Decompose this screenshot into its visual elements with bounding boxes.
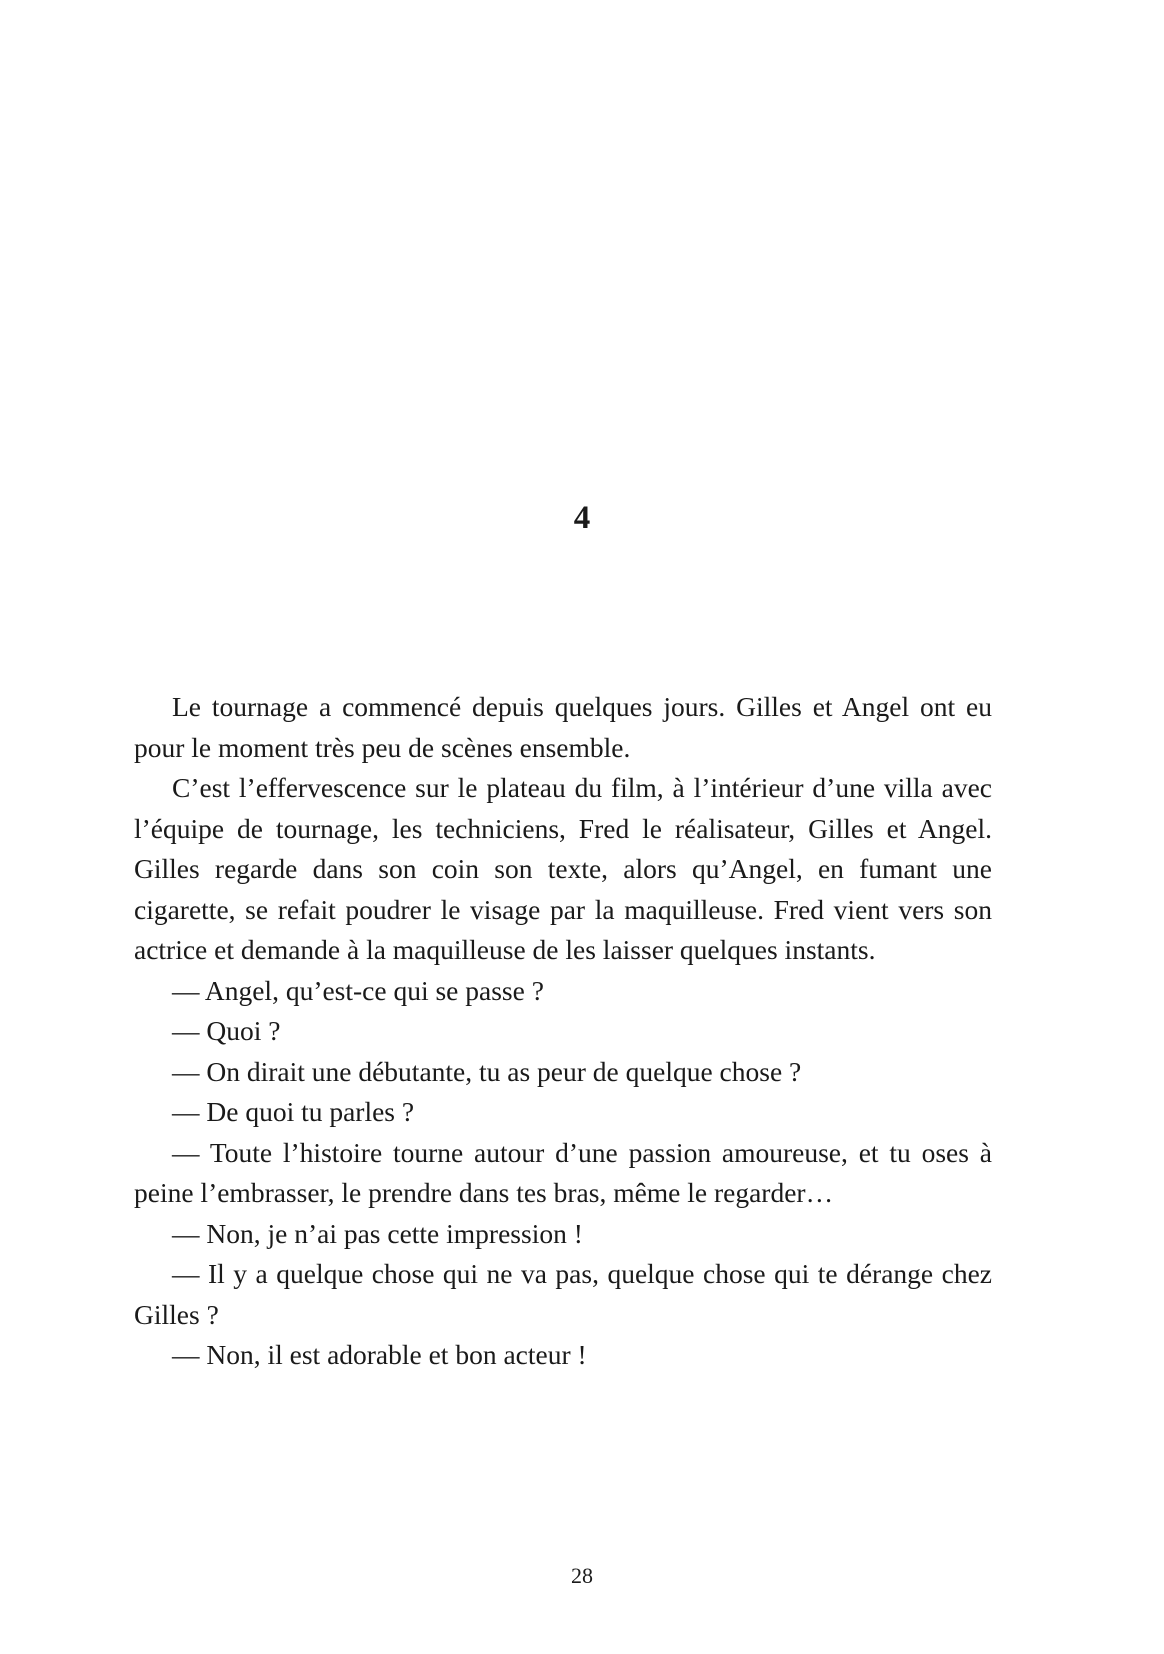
dialogue-line: — Quoi ?: [172, 1015, 281, 1046]
dialogue-line: — On dirait une débutante, tu as peur de quelque chose ?: [172, 1055, 802, 1087]
dialogue-line: — Il y a quelque chose qui ne va pas, quelque chose qui te dérange chez Gilles ?: [134, 1258, 992, 1330]
page-number: 28: [571, 1563, 593, 1588]
dialogue-line: — Toute l’histoire tourne autour d’une passion amoureuse, et tu oses à peine l’embrasser, le prendre dans tes bras, même le regarder…: [134, 1136, 992, 1208]
chapter-body: [134, 687, 992, 1376]
paragraph: Le tournage a commencé depuis quelques jours. Gilles et Angel ont eu pour le moment très peu de scènes ensemble.: [134, 691, 992, 763]
dialogue-line: — Non, il est adorable et bon acteur !: [172, 1339, 587, 1370]
chapter-number: 4: [573, 500, 591, 536]
dialogue-line: — Angel, qu’est-ce qui se passe ?: [172, 974, 544, 1006]
dialogue-line: — De quoi tu parles ?: [172, 1096, 415, 1127]
dialogue-line: — Non, je n’ai pas cette impression !: [172, 1217, 583, 1249]
paragraph: C’est l’effervescence sur le plateau du film, à l’intérieur d’une villa avec l’équipe de tournage, les techniciens, Fred le réalisateur, Gilles et Angel. Gilles regarde dans son coin son texte, alors qu’Angel, en fumant une cigarette, se refait poudrer le visage par la maquilleuse. Fred vient vers son actrice et demande à la maquilleuse de les laisser quelques instants.: [134, 772, 992, 965]
